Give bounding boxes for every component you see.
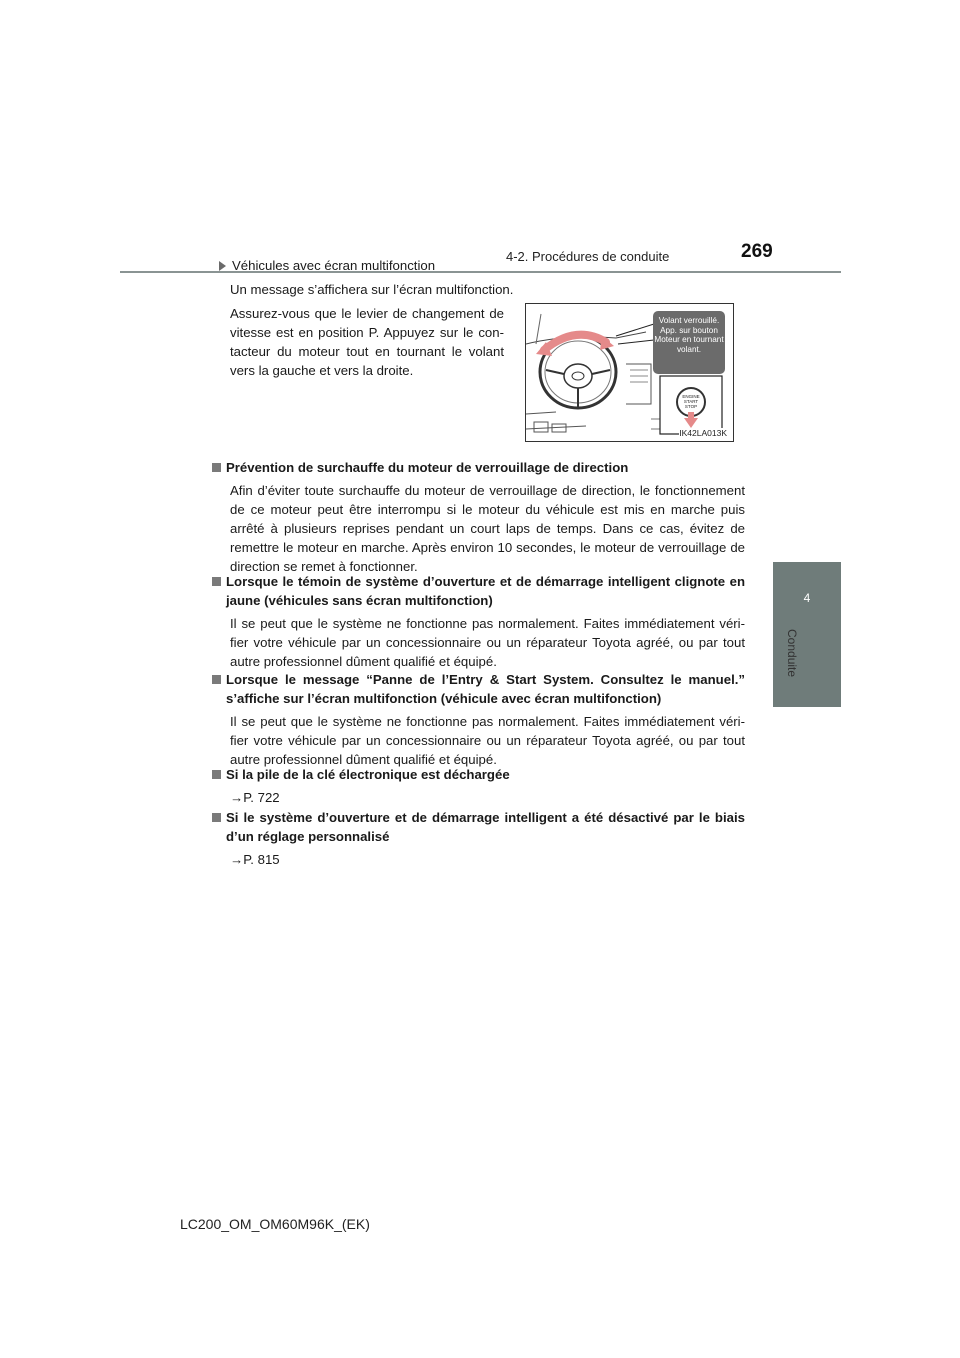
square-bullet-icon xyxy=(212,463,221,472)
triangle-bullet-icon xyxy=(219,261,226,271)
page-number: 269 xyxy=(741,241,773,262)
section-heading: Prévention de surchauffe du moteur de verrouillage de direction xyxy=(226,460,629,475)
square-bullet-icon xyxy=(212,813,221,822)
svg-text:STOP: STOP xyxy=(684,404,698,409)
section-malfunction-message xyxy=(212,670,745,769)
section-indicator-flashing xyxy=(212,572,745,671)
section-heading: Si la pile de la clé électronique est déchargée xyxy=(226,767,510,782)
chapter-number: 4 xyxy=(803,591,811,605)
section-system-deactivated xyxy=(212,808,745,869)
document-code: LC200_OM_OM60M96K_(EK) xyxy=(180,1216,370,1232)
display-message-callout xyxy=(653,311,725,374)
callout-text: Volant verrouillé. App. sur bouton Moteur en tournant volant. xyxy=(654,316,724,354)
figure-code: IK42LA013K xyxy=(679,428,727,438)
intro-instruction: Assurez-vous que le levier de changement de vitesse est en position P. Appuyez sur le con-tacteur du moteur tout en tournant le volant vers la gauche et vers la droite. xyxy=(230,306,504,378)
section-heading: Si le système d’ouverture et de démarrage intelligent a été désactivé par le biais d’un réglage personnalisé xyxy=(226,810,745,844)
steering-wheel-illustration xyxy=(525,303,734,442)
svg-text:START: START xyxy=(683,399,699,404)
page-reference: →P. 815 xyxy=(230,852,280,867)
page-reference: →P. 722 xyxy=(230,790,280,805)
section-title: 4-2. Procédures de conduite xyxy=(506,249,670,264)
square-bullet-icon xyxy=(212,770,221,779)
section-battery-depleted xyxy=(212,765,745,807)
section-body: Il se peut que le système ne fonctionne pas normalement. Faites immédiatement véri-fier votre véhicule par un concessionnaire ou un réparateur Toyota agréé, ou par tout autre professionnel dûment qualifié et équipé. xyxy=(230,616,745,669)
chapter-tab xyxy=(773,562,841,707)
square-bullet-icon xyxy=(212,675,221,684)
section-heading: Lorsque le message “Panne de l’Entry & Start System. Consultez le manuel.” s’affiche sur l’écran multifonction (véhicule avec écran multifonction) xyxy=(226,672,745,706)
chapter-label: Conduite xyxy=(785,629,799,678)
section-body: Il se peut que le système ne fonctionne pas normalement. Faites immédiatement véri-fier votre véhicule par un concessionnaire ou un réparateur Toyota agréé, ou par tout autre professionnel dûment qualifié et équipé. xyxy=(230,714,745,767)
square-bullet-icon xyxy=(212,577,221,586)
section-body: Afin d’éviter toute surchauffe du moteur de verrouillage de direction, le fonctionnement de ce moteur peut être interrompu si le moteur du véhicule est mis en marche puis arrêté à plusieurs reprises pendant un court laps de temps. Dans ce cas, évitez de remettre le moteur en marche. Après environ 10 secondes, le moteur de verrouillage de direction se remet à fonctionner. xyxy=(230,483,745,574)
section-heading: Lorsque le témoin de système d’ouverture et de démarrage intelligent clignote en jaune (véhicules sans écran multifonction) xyxy=(226,574,745,608)
intro-bullet-text: Véhicules avec écran multifonction xyxy=(232,258,436,273)
intro-bullet xyxy=(217,256,435,275)
svg-text:ENGINE: ENGINE xyxy=(682,394,700,399)
intro-message-line: Un message s’affichera sur l’écran multifonction. xyxy=(230,282,514,297)
section-steering-lock xyxy=(212,458,745,576)
